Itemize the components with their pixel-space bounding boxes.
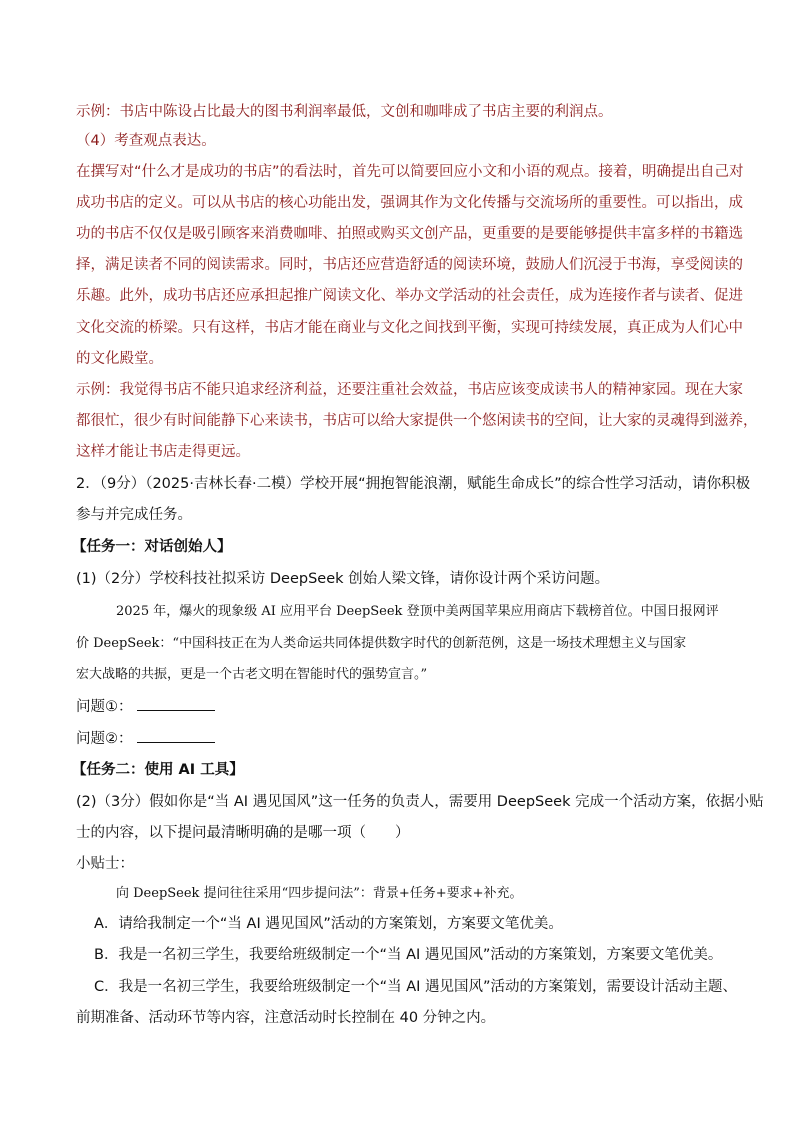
analysis-line-3: 功的书店不仅仅是吸引顾客来消费咖啡、拍照或购买文创产品，更重要的是要能够提供丰富多样的书籍选 — [76, 226, 743, 242]
example-line: 示例：书店中陈设占比最大的图书利润率最低，文创和咖啡成了书店主要的利润点。 — [76, 104, 613, 120]
analysis-line-1: 在撰写对“什么才是成功的书店”的看法时，首先可以简要回应小文和小语的观点。接着，明确提出自己对 — [76, 164, 744, 180]
analysis-line-2: 成功书店的定义。可以从书店的核心功能出发，强调其作为文化传播与交流场所的重要性。可以指出，成 — [76, 195, 743, 211]
question-1-label: 问题①： — [76, 699, 133, 715]
analysis-line-4: 择，满足读者不同的阅读需求。同时，书店还应营造舒适的阅读环境，鼓励人们沉浸于书海，享受阅读的 — [76, 257, 743, 273]
option-a[interactable]: A．请给我制定一个“当 AI 遇见国风”活动的方案策划，方案要文笔优美。 — [94, 916, 563, 932]
example2-line-1: 示例：我觉得书店不能只追求经济利益，还要注重社会效益，书店应该变成读书人的精神家园。现在大家 — [76, 382, 743, 398]
question-2-label: 问题②： — [76, 731, 133, 747]
analysis-line-5: 乐趣。此外，成功书店还应承担起推广阅读文化、举办文学活动的社会责任，成为连接作者与读者、促进 — [76, 288, 743, 304]
option-c-line-1[interactable]: C．我是一名初三学生，我要给班级制定一个“当 AI 遇见国风”活动的方案策划，需要设计活动主题、 — [94, 979, 738, 995]
material-line-3: 宏大战略的共振，更是一个古老文明在智能时代的强势宣言。” — [76, 667, 428, 682]
question2-intro-1: 2．（9分）（2025·吉林长春·二模）学校开展“拥抱智能浪潮，赋能生命成长”的综合性学习活动，请你积极 — [76, 476, 751, 492]
point-4-title: （4）考查观点表达。 — [76, 133, 216, 149]
subquestion-2-line-1: (2)（3分）假如你是“当 AI 遇见国风”这一任务的负责人，需要用 DeepSeek 完成一个活动方案，依据小贴 — [76, 794, 764, 810]
subquestion-1: (1)（2分）学校科技社拟采访 DeepSeek 创始人梁文锋，请你设计两个采访问题。 — [76, 571, 610, 587]
material-line-1: 2025 年，爆火的现象级 AI 应用平台 DeepSeek 登顶中美两国苹果应用商店下载榜首位。中国日报网评 — [116, 604, 719, 619]
material-line-2: 价 DeepSeek：“中国科技正在为人类命运共同体提供数字时代的创新范例，这是一场技术理想主义与国家 — [76, 636, 687, 651]
subquestion-2-line-2: 士的内容，以下提问最清晰明确的是哪一项（ ） — [76, 825, 410, 841]
option-b[interactable]: B．我是一名初三学生，我要给班级制定一个“当 AI 遇见国风”活动的方案策划，方案要文笔优美。 — [94, 947, 723, 963]
question-1-row — [76, 696, 215, 717]
tips-text: 向 DeepSeek 提问往往采用“四步提问法”：背景+任务+要求+补充。 — [116, 886, 523, 901]
question2-intro-2: 参与并完成任务。 — [76, 507, 192, 523]
example2-line-3: 这样才能让书店走得更远。 — [76, 444, 250, 460]
question-2-row — [76, 728, 215, 749]
analysis-line-6: 文化交流的桥梁。只有这样，书店才能在商业与文化之间找到平衡，实现可持续发展，真正成为人们心中 — [76, 320, 743, 336]
tips-label: 小贴士： — [76, 856, 134, 872]
answer-blank-2[interactable] — [137, 728, 215, 743]
task2-title: 【任务二：使用 AI 工具】 — [72, 762, 244, 778]
task1-title: 【任务一：对话创始人】 — [72, 539, 232, 555]
example2-line-2: 都很忙，很少有时间能静下心来读书，书店可以给大家提供一个悠闲读书的空间，让大家的灵魂得到滋养， — [76, 413, 758, 429]
answer-blank-1[interactable] — [137, 696, 215, 711]
option-c-line-2[interactable]: 前期准备、活动环节等内容，注意活动时长控制在 40 分钟之内。 — [76, 1010, 496, 1026]
analysis-line-7: 的文化殿堂。 — [76, 351, 163, 367]
